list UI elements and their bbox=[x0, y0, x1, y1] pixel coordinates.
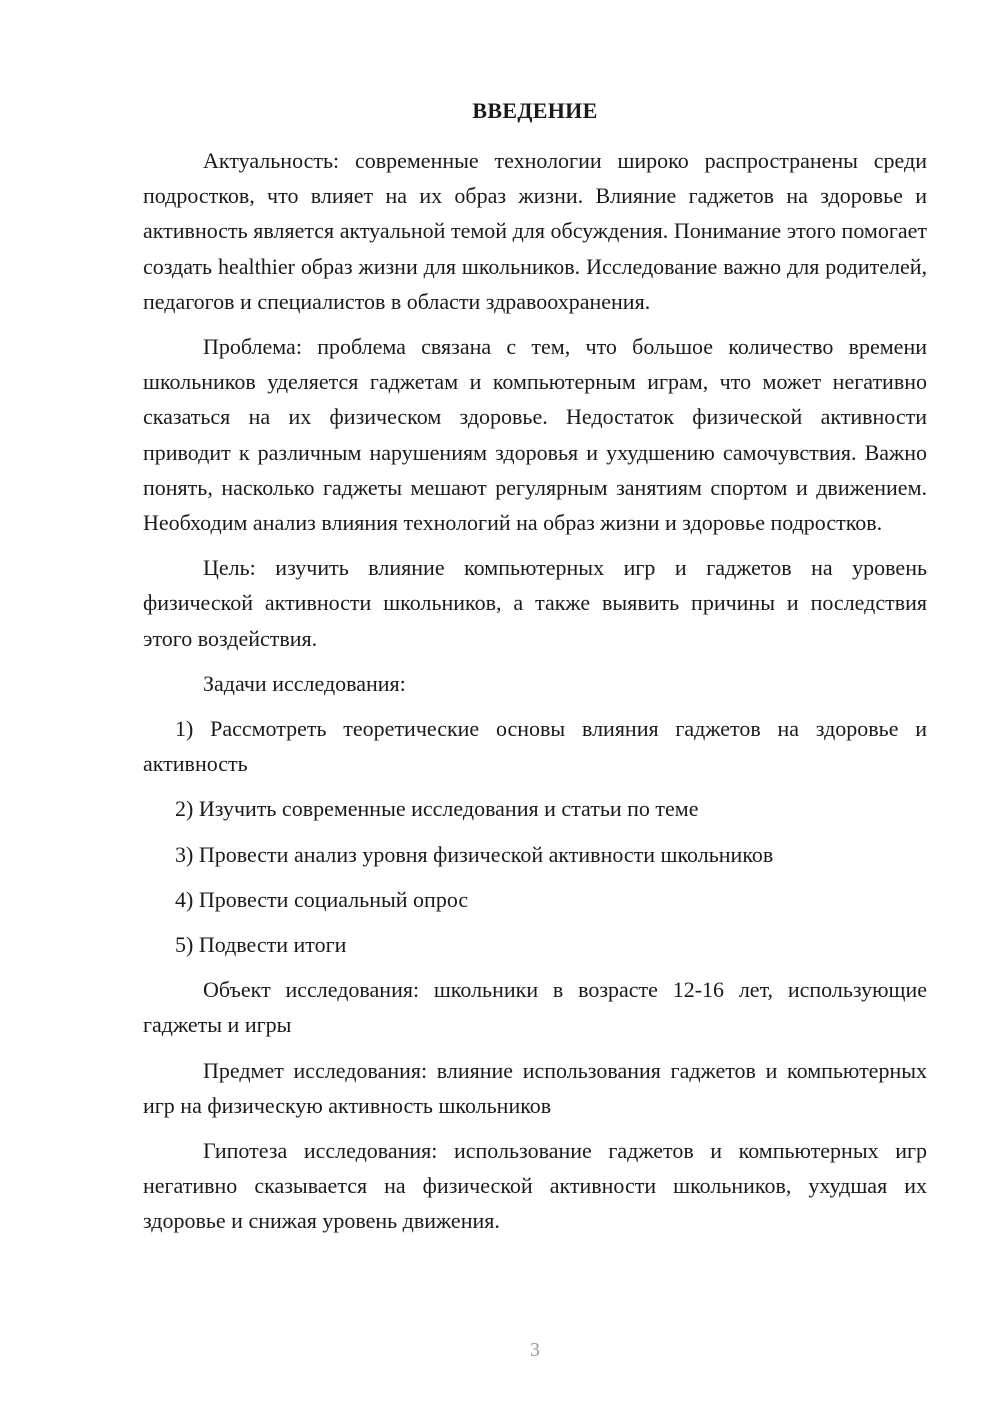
document-body bbox=[143, 143, 927, 1239]
paragraph-hypothesis: Гипотеза исследования: использование гаджетов и компьютерных игр негативно сказывается на физической активности школьников, ухудшая их здоровье и снижая уровень движения. bbox=[143, 1138, 927, 1234]
task-item-3: 3) Провести анализ уровня физической активности школьников bbox=[175, 841, 774, 867]
task-item-1: 1) Рассмотреть теоретические основы влияния гаджетов на здоровье и активность bbox=[143, 716, 927, 777]
task-item-4: 4) Провести социальный опрос bbox=[175, 886, 469, 912]
paragraph-tasks-heading: Задачи исследования: bbox=[203, 670, 406, 696]
paragraph-object: Объект исследования: школьники в возрасте 12-16 лет, использующие гаджеты и игры bbox=[143, 977, 927, 1038]
section-title: ВВЕДЕНИЕ bbox=[472, 98, 598, 123]
document-page bbox=[143, 0, 927, 1414]
page-number: 3 bbox=[530, 1339, 540, 1361]
task-item-5: 5) Подвести итоги bbox=[175, 932, 347, 958]
paragraph-goal: Цель: изучить влияние компьютерных игр и гаджетов на уровень физической активности школьников, а также выявить причины и последствия этого воздействия. bbox=[143, 555, 927, 651]
paragraph-problem: Проблема: проблема связана с тем, что большое количество времени школьников уделяется гаджетам и компьютерным играм, что может негативно сказаться на их физическом здоровье. Недостаток физической активности приводит к различным нарушениям здоровья и ухудшению самочувствия. Важно понять, насколько гаджеты мешают регулярным занятиям спортом и движением. Необходим анализ влияния технологий на образ жизни и здоровье подростков. bbox=[143, 334, 927, 536]
task-item-2: 2) Изучить современные исследования и статьи по теме bbox=[175, 796, 699, 822]
paragraph-subject: Предмет исследования: влияние использования гаджетов и компьютерных игр на физическую активность школьников bbox=[143, 1057, 927, 1118]
paragraph-relevance: Актуальность: современные технологии широко распространены среди подростков, что влияет на их образ жизни. Влияние гаджетов на здоровье и активность является актуальной темой для обсуждения. Понимание этого помогает создать healthier образ жизни для школьников. Исследование важно для родителей, педагогов и специалистов в области здравоохранения. bbox=[143, 148, 927, 314]
